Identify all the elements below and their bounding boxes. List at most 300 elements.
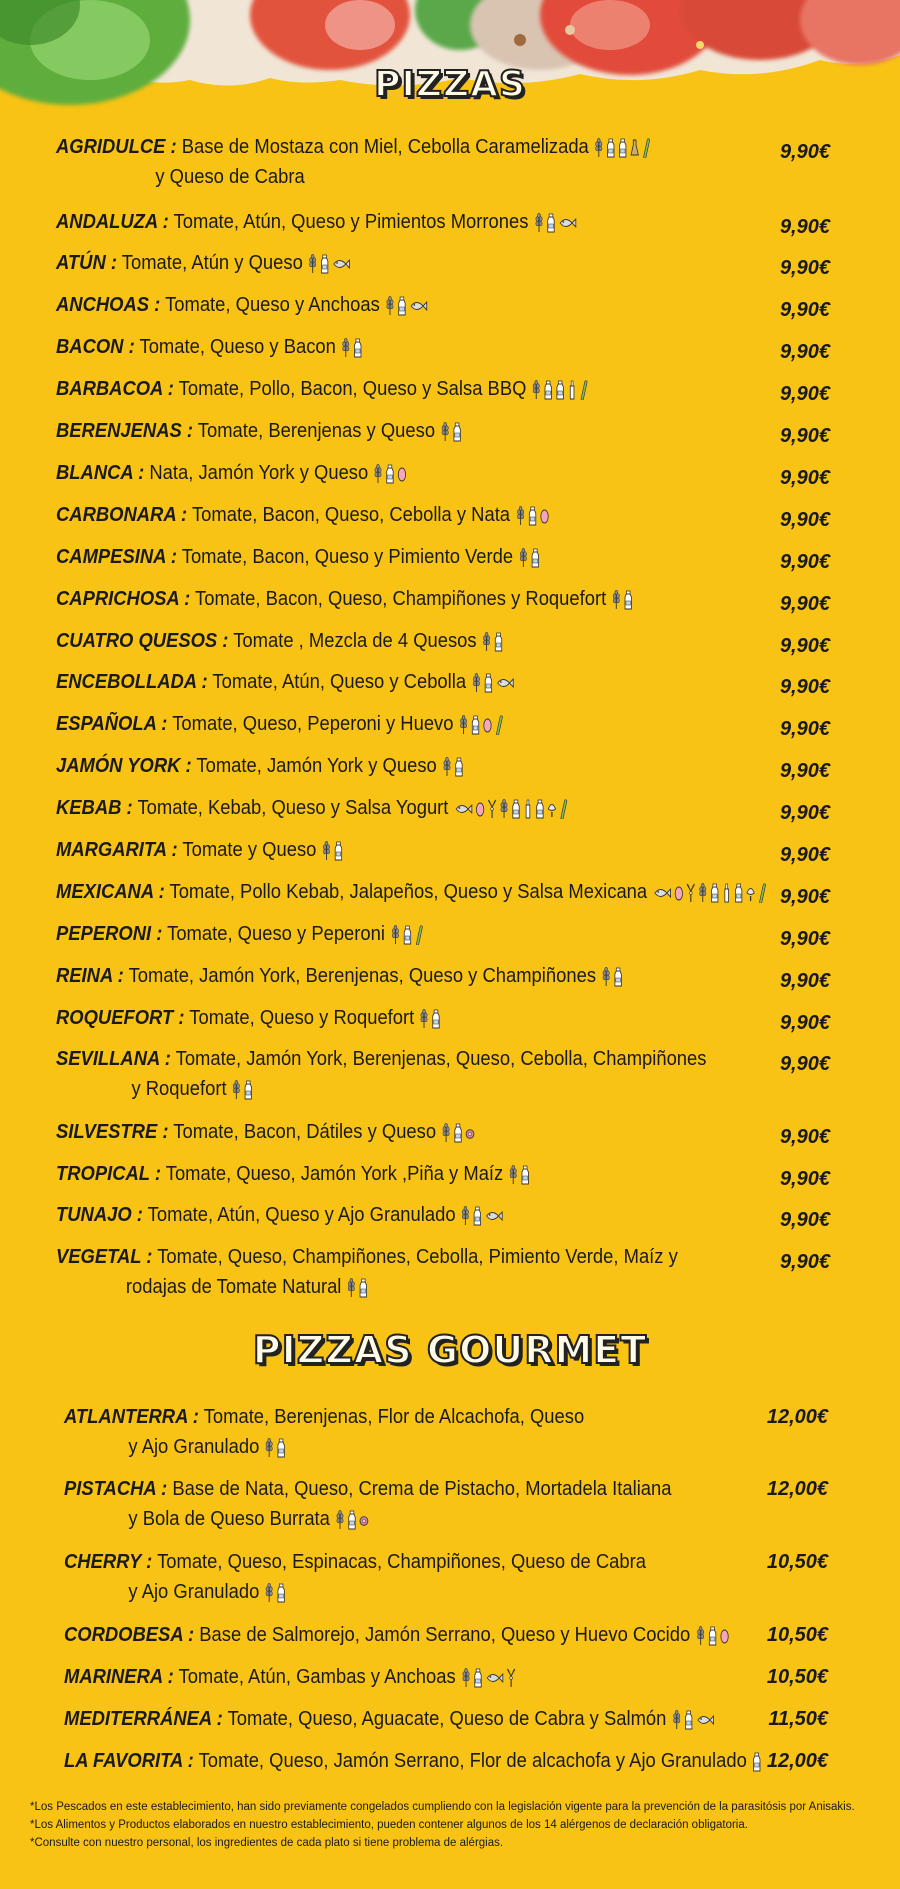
dairy-icon [546,213,555,233]
gluten-icon [374,464,383,484]
dairy-icon [521,1165,530,1185]
gluten-icon [698,883,707,903]
item-text [56,793,568,823]
item-name: ANCHOAS : [56,294,161,316]
allergen-icons [385,296,427,316]
allergen-icons [265,1438,286,1458]
pizza-item [56,374,635,404]
dairy-icon [544,380,553,400]
item-description: Tomate, Kebab, Queso y Salsa Yogurt [137,797,449,819]
fish-icon [496,673,514,693]
celery-icon [580,380,589,400]
gluten-icon [461,1668,470,1688]
item-text [56,416,462,446]
gluten-icon [461,1206,470,1226]
item-name: AGRIDULCE : [56,136,177,158]
allergen-icons [472,673,514,693]
pizza-item [56,1003,474,1033]
item-name: ANDALUZA : [56,211,169,233]
dairy-icon [320,254,329,274]
dairy-icon [624,590,633,610]
item-price: 9,90€ [779,1126,830,1148]
pizza-item [56,961,672,991]
item-text [56,1003,441,1033]
nuts-icon [466,1123,475,1143]
pizza-item [56,793,613,823]
dairy-icon [471,715,480,735]
allergen-icons [322,841,343,861]
allergen-icons [390,925,423,945]
gluten-icon [265,1583,274,1603]
item-text [56,332,363,362]
item-description: Tomate, Queso y Bacon [139,336,336,358]
item-name: REINA : [56,965,124,987]
dairy-icon [531,548,540,568]
item-description-line2: y Queso de Cabra [155,166,305,188]
item-description: Nata, Jamón York y Queso [149,462,369,484]
item-text [56,877,767,907]
dairy-icon [277,1438,286,1458]
item-name: CUATRO QUESOS : [56,630,229,652]
item-description: Tomate, Berenjenas y Queso [197,420,436,442]
item-description: Tomate, Pollo Kebab, Jalapeños, Queso y Salsa Mexicana [169,881,648,903]
gluten-icon [696,1626,705,1646]
gluten-icon [385,296,394,316]
dairy-icon [277,1583,286,1603]
pizza-item [56,1159,571,1189]
sulphite-icon [568,380,577,400]
item-price: 9,90€ [779,551,830,573]
gluten-icon [472,673,481,693]
gluten-icon [516,506,525,526]
item-text [56,1159,530,1189]
gluten-icon [482,632,491,652]
dairy-icon [473,1206,482,1226]
item-text [64,1474,671,1534]
item-name: BERENJENAS : [56,420,194,442]
item-description: Tomate, Atún, Queso y Cebolla [212,671,467,693]
item-name: ENCEBOLLADA : [56,671,208,693]
item-text [56,132,651,192]
allergen-icons [594,138,651,158]
gluten-icon [265,1438,274,1458]
fish-icon [332,254,350,274]
item-description: Tomate, Pollo, Bacon, Queso y Salsa BBQ [178,378,527,400]
dairy-icon [684,1710,693,1730]
pizza-item [56,835,368,865]
allergen-icons [454,799,568,819]
gluten-icon [390,925,399,945]
item-price: 9,90€ [779,718,830,740]
item-name: KEBAB : [56,797,133,819]
item-description: Tomate, Atún y Queso [121,252,303,274]
item-description-continued [64,1577,646,1607]
footnote-allergens: *Los Alimentos y Productos elaborados en nuestro establecimiento, pueden contener algunos de los 14 alérgenos de declaración obligatoria. [30,1819,748,1831]
fish-icon [653,883,671,903]
gluten-icon [499,799,508,819]
allergen-icons [341,338,362,358]
allergen-icons [442,1123,475,1143]
pizza-item [56,500,592,530]
footnote-fish: *Los Pescados en este establecimiento, han sido previamente congelados cumpliendo con la legislación vigente para la prevención de la parasitósis por Anisakis. [30,1801,855,1813]
dairy-icon [528,506,537,526]
item-description-continued [64,1504,671,1534]
egg-icon [475,799,484,819]
item-description: Base de Nata, Queso, Crema de Pistacho, Mortadela Italiana [172,1478,672,1500]
item-description: Tomate, Bacon, Queso, Cebolla y Nata [191,504,511,526]
item-text [56,1242,678,1302]
allergen-icons [420,1009,441,1029]
item-name: PEPERONI : [56,923,163,945]
item-price: 9,90€ [779,1168,830,1190]
item-price: 9,90€ [779,257,830,279]
item-description: Tomate, Jamón York, Berenjenas, Queso y Champiñones [128,965,597,987]
item-price: 12,00€ [766,1750,828,1772]
gluten-icon [602,967,611,987]
item-price: 9,90€ [779,1251,830,1273]
item-text [56,961,623,991]
item-description: Tomate, Atún, Gambas y Anchoas [178,1666,456,1688]
item-description-continued [56,1074,706,1104]
dairy-icon [353,338,362,358]
item-price: 10,50€ [766,1666,828,1688]
item-description: Tomate, Queso, Champiñones, Cebolla, Pimiento Verde, Maíz y [157,1246,678,1268]
pizza-item [56,458,437,488]
item-description: Tomate, Queso, Jamón York ,Piña y Maíz [165,1163,504,1185]
item-name: SEVILLANA : [56,1048,171,1070]
item-description-line2: y Ajo Granulado [128,1436,260,1458]
item-name: BACON : [56,336,135,358]
dairy-icon [386,464,395,484]
allergen-icons [441,422,462,442]
item-price: 9,90€ [779,141,830,163]
dairy-icon [244,1080,253,1100]
item-price: 12,00€ [766,1478,828,1500]
item-price: 9,90€ [779,928,830,950]
item-name: TUNAJO : [56,1204,143,1226]
item-description-line2: rodajas de Tomate Natural [125,1276,342,1298]
item-description-continued [56,1272,678,1302]
dairy-icon [402,925,411,945]
item-price: 9,90€ [779,509,830,531]
item-price: 9,90€ [779,341,830,363]
gluten-icon [442,757,451,777]
footnote-staff: *Consulte con nuestro personal, los ingredientes de cada plato si tiene problema de alérgias. [30,1837,504,1849]
item-name: JAMÓN YORK : [56,755,192,777]
gluten-icon [532,380,541,400]
item-text [56,584,633,614]
item-price: 9,90€ [779,886,830,908]
pizza-item [56,709,543,739]
item-description-continued [64,1432,584,1462]
pizza-item [56,207,622,237]
allergen-icons [534,213,576,233]
pizza-item [56,1117,511,1147]
pizza-item [56,919,456,949]
gluten-icon [420,1009,429,1029]
allergen-icons [602,967,623,987]
item-price: 9,90€ [779,383,830,405]
dairy-icon [484,673,493,693]
item-name: CAMPESINA : [56,546,177,568]
item-text [56,709,504,739]
item-description: Tomate, Bacon, Queso, Champiñones y Roquefort [195,588,607,610]
pizza-item [56,132,703,192]
item-text [64,1746,762,1776]
dairy-icon [432,1009,441,1029]
fish-icon [485,1668,503,1688]
allergen-icons [374,464,407,484]
item-text [56,667,514,697]
allergen-icons [308,254,350,274]
item-name: MARINERA : [64,1666,174,1688]
crustacean-icon [506,1668,515,1688]
allergen-icons [335,1510,368,1530]
pizza-item [56,542,582,572]
item-name: ATÚN : [56,252,117,274]
item-price: 9,90€ [779,216,830,238]
item-text [56,542,540,572]
item-price: 9,90€ [779,676,830,698]
dairy-icon [454,757,463,777]
pizza-item [56,1044,763,1104]
pizza-item [56,1242,732,1302]
pizza-item [56,1200,542,1230]
item-price: 9,90€ [779,635,830,657]
celery-icon [495,715,504,735]
item-name: ESPAÑOLA : [56,713,168,735]
item-text [64,1704,714,1734]
item-text [64,1402,584,1462]
gourmet-pizza-item [64,1474,724,1534]
allergen-icons [461,1668,515,1688]
pizza-item [56,751,499,781]
item-price: 9,90€ [779,1012,830,1034]
allergen-icons [516,506,549,526]
pizza-item [56,416,497,446]
item-text [56,248,351,278]
pizza-item [56,667,554,697]
item-text [56,919,424,949]
gluten-icon [308,254,317,274]
egg-icon [539,506,548,526]
celery-icon [642,138,651,158]
section-title-pizzas: PIZZAS [374,64,526,105]
fish-icon [558,213,576,233]
item-text [56,835,343,865]
dairy-icon [614,967,623,987]
item-description: Tomate, Queso y Peperoni [167,923,385,945]
item-price: 11,50€ [768,1708,828,1730]
allergen-icons [232,1080,253,1100]
item-name: VEGETAL : [56,1246,153,1268]
item-price: 12,00€ [766,1406,828,1428]
item-name: BLANCA : [56,462,145,484]
item-description: Tomate, Queso, Aguacate, Queso de Cabra y Salmón [227,1708,667,1730]
item-name: TROPICAL : [56,1163,161,1185]
item-price: 9,90€ [779,802,830,824]
item-price: 9,90€ [779,593,830,615]
item-text [56,207,576,237]
item-price: 9,90€ [779,844,830,866]
allergen-icons [265,1583,286,1603]
dairy-icon [618,138,627,158]
item-description-line2: y Roquefort [131,1078,227,1100]
allergen-footnotes [30,1798,880,1852]
item-name: ATLANTERRA : [64,1406,199,1428]
allergen-icons [532,380,589,400]
item-text [56,1200,503,1230]
gourmet-pizza-item [64,1547,697,1607]
item-price: 9,90€ [779,467,830,489]
gluten-icon [459,715,468,735]
item-description: Tomate, Queso, Espinacas, Champiñones, Queso de Cabra [157,1551,646,1573]
gluten-icon [341,338,350,358]
dairy-icon [454,1123,463,1143]
celery-icon [559,799,568,819]
gluten-icon [534,213,543,233]
item-description: Tomate, Atún, Queso y Ajo Granulado [147,1204,456,1226]
item-name: CARBONARA : [56,504,188,526]
item-description: Tomate, Bacon, Dátiles y Queso [173,1121,437,1143]
item-price: 9,90€ [779,970,830,992]
gourmet-pizza-item [64,1704,771,1734]
mollusc-icon [547,799,556,819]
gluten-icon [335,1510,344,1530]
item-name: PISTACHA : [64,1478,168,1500]
item-price: 9,90€ [779,425,830,447]
crustacean-icon [487,799,496,819]
item-name: LA FAVORITA : [64,1750,194,1772]
pizza-item [56,248,376,278]
egg-icon [398,464,407,484]
dairy-icon [494,632,503,652]
gluten-icon [672,1710,681,1730]
crustacean-icon [686,883,695,903]
dairy-icon [359,1278,368,1298]
allergen-icons [442,757,463,777]
item-description: Tomate, Queso y Roquefort [189,1007,415,1029]
item-description: Tomate , Mezcla de 4 Quesos [233,630,477,652]
item-description: Base de Mostaza con Miel, Cebolla Caramelizada [181,136,589,158]
allergen-icons [509,1165,530,1185]
item-text [56,500,549,530]
allergen-icons [459,715,504,735]
gluten-icon [612,590,621,610]
item-text [64,1620,729,1650]
item-name: MEDITERRÁNEA : [64,1708,223,1730]
item-description: Tomate, Queso y Anchoas [165,294,380,316]
gluten-icon [519,548,528,568]
item-description: Tomate, Jamón York y Queso [196,755,437,777]
dairy-icon [535,799,544,819]
gluten-icon [441,422,450,442]
dairy-icon [347,1510,356,1530]
item-price: 9,90€ [779,1053,830,1075]
sulphite-icon [523,799,532,819]
gluten-icon [594,138,603,158]
item-description: Tomate, Bacon, Queso y Pimiento Verde [181,546,514,568]
item-description: Tomate, Atún, Queso y Pimientos Morrones [173,211,529,233]
allergen-icons [519,548,540,568]
item-name: ROQUEFORT : [56,1007,185,1029]
item-text [56,751,463,781]
item-description-continued [56,162,651,192]
item-price: 9,90€ [779,760,830,782]
pizza-item [56,626,542,656]
dairy-icon [453,422,462,442]
item-text [56,290,428,320]
item-name: CHERRY : [64,1551,153,1573]
dairy-icon [397,296,406,316]
allergen-icons [347,1278,368,1298]
item-price: 10,50€ [766,1551,828,1573]
item-text [56,626,503,656]
gluten-icon [442,1123,451,1143]
dairy-icon [556,380,565,400]
dairy-icon [334,841,343,861]
item-description: Tomate, Berenjenas, Flor de Alcachofa, Queso [203,1406,585,1428]
item-name: BARBACOA : [56,378,174,400]
pizza-item [56,584,683,614]
dairy-icon [511,799,520,819]
mustard-icon [630,138,639,158]
gourmet-pizza-item [64,1662,555,1692]
celery-icon [414,925,423,945]
section-title-gourmet: PIZZAS GOURMET [252,1328,648,1372]
item-text [56,374,589,404]
fish-icon [409,296,427,316]
item-price: 9,90€ [779,299,830,321]
item-description: Tomate, Jamón York, Berenjenas, Queso, Cebolla, Champiñones [175,1048,707,1070]
allergen-icons [482,632,503,652]
gourmet-pizza-item [64,1402,629,1462]
item-text [56,1044,706,1104]
item-description-line2: y Bola de Queso Burrata [128,1508,330,1530]
gourmet-pizza-item [64,1620,787,1650]
item-name: CORDOBESA : [64,1624,195,1646]
item-description: Base de Salmorejo, Jamón Serrano, Queso y Huevo Cocido [199,1624,691,1646]
fish-icon [454,799,472,819]
item-price: 9,90€ [779,1209,830,1231]
item-name: MARGARITA : [56,839,178,861]
item-name: CAPRICHOSA : [56,588,191,610]
dairy-icon [606,138,615,158]
pizza-item [56,290,460,320]
egg-icon [674,883,683,903]
allergen-icons [461,1206,503,1226]
gluten-icon [509,1165,518,1185]
item-text [64,1662,515,1692]
item-description: Tomate, Queso, Jamón Serrano, Flor de alcachofa y Ajo Granulado [198,1750,747,1772]
gluten-icon [232,1080,241,1100]
dairy-icon [473,1668,482,1688]
item-text [56,458,407,488]
item-name: MEXICANA : [56,881,165,903]
item-price: 10,50€ [766,1624,828,1646]
item-text [64,1547,646,1607]
item-description: Tomate, Queso, Peperoni y Huevo [172,713,454,735]
nuts-icon [359,1510,368,1530]
item-description-line2: y Ajo Granulado [128,1581,260,1603]
egg-icon [483,715,492,735]
item-text [56,1117,475,1147]
allergen-icons [612,590,633,610]
gluten-icon [322,841,331,861]
fish-icon [485,1206,503,1226]
gluten-icon [347,1278,356,1298]
item-description: Tomate y Queso [182,839,317,861]
